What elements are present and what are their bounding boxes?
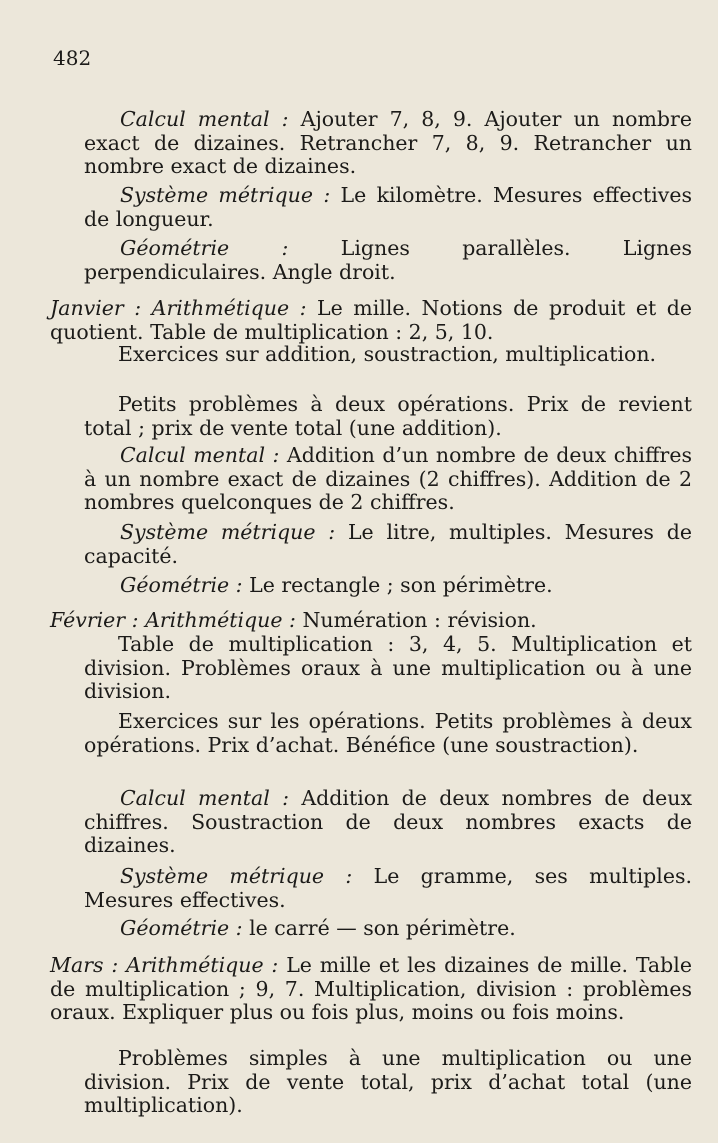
- paragraph-text: Le mille et les dizaines de mille. Table de multiplication ; 9, 7. Multiplication, division : problèmes oraux. Expliquer plus ou fois plus, moins ou fois moins.: [50, 953, 692, 1024]
- section-label: Arithmétique :: [151, 296, 307, 320]
- section-label: Système métrique :: [120, 864, 353, 888]
- paragraph-exercices-1: [84, 343, 692, 367]
- paragraph-systeme-metrique-2: [84, 521, 692, 568]
- paragraph-geometrie-3: [84, 917, 692, 941]
- paragraph-systeme-metrique-1: [84, 184, 692, 231]
- paragraph-geometrie-1: [84, 237, 692, 284]
- section-label: Arithmétique :: [126, 953, 279, 977]
- paragraph-text: Exercices sur addition, soustraction, multiplication.: [118, 342, 657, 366]
- paragraph-calcul-mental-2: [84, 444, 692, 515]
- paragraph-mars: [50, 954, 692, 1025]
- paragraph-text: Numération : révision.: [295, 608, 537, 632]
- paragraph-janvier: [50, 297, 692, 344]
- paragraph-text: Le gramme, ses multiples. Mesures effectives.: [84, 864, 692, 912]
- month-label: Mars :: [50, 953, 119, 977]
- paragraph-exercices-2: [84, 710, 692, 757]
- section-label: Arithmétique :: [145, 608, 296, 632]
- paragraph-table-multiplication: [84, 633, 692, 704]
- month-label: Janvier :: [50, 296, 142, 320]
- paragraph-text: Le litre, multiples. Mesures de capacité.: [84, 520, 692, 568]
- month-label: Février :: [50, 608, 139, 632]
- paragraph-text: Problèmes simples à une multiplication ou une division. Prix de vente total, prix d’achat total (une multiplication).: [84, 1046, 692, 1117]
- paragraph-text: Le kilomètre. Mesures effectives de longueur.: [84, 183, 693, 231]
- paragraph-text: Table de multiplication : 3, 4, 5. Multiplication et division. Problèmes oraux à une multiplication ou à une division.: [84, 632, 692, 703]
- paragraph-calcul-mental-3: [84, 787, 692, 858]
- page-number: 482: [53, 46, 92, 70]
- paragraph-text: Addition de deux nombres de deux chiffres. Soustraction de deux nombres exacts de dizaines.: [84, 786, 693, 857]
- paragraph-fevrier: [50, 609, 692, 633]
- section-label: Calcul mental :: [120, 107, 289, 131]
- paragraph-text: le carré — son périmètre.: [242, 916, 516, 940]
- section-label: Géométrie :: [120, 236, 289, 260]
- paragraph-text: Addition d’un nombre de deux chiffres à un nombre exact de dizaines (2 chiffres). Addition de 2 nombres quelconques de 2 chiffres.: [84, 443, 692, 514]
- paragraph-text: Exercices sur les opérations. Petits problèmes à deux opérations. Prix d’achat. Bénéfice (une soustraction).: [84, 709, 692, 757]
- paragraph-systeme-metrique-3: [84, 865, 692, 912]
- paragraph-problemes-2: [84, 1047, 692, 1118]
- paragraph-text: Le rectangle ; son périmètre.: [242, 573, 553, 597]
- paragraph-problemes-1: [84, 393, 692, 440]
- section-label: Géométrie :: [120, 573, 243, 597]
- paragraph-text: Lignes parallèles. Lignes perpendiculaires. Angle droit.: [84, 236, 692, 284]
- section-label: Géométrie :: [120, 916, 243, 940]
- section-label: Calcul mental :: [120, 443, 280, 467]
- paragraph-geometrie-2: [84, 574, 692, 598]
- section-label: Système métrique :: [120, 520, 336, 544]
- paragraph-calcul-mental-1: [84, 108, 692, 179]
- section-label: Système métrique :: [120, 183, 331, 207]
- paragraph-text: Le mille. Notions de produit et de quotient. Table de multiplication : 2, 5, 10.: [50, 296, 692, 344]
- section-label: Calcul mental :: [120, 786, 290, 810]
- paragraph-text: Ajouter 7, 8, 9. Ajouter un nombre exact de dizaines. Retrancher 7, 8, 9. Retrancher un nombre exact de dizaines.: [84, 107, 692, 178]
- paragraph-text: Petits problèmes à deux opérations. Prix de revient total ; prix de vente total (une addition).: [84, 392, 692, 440]
